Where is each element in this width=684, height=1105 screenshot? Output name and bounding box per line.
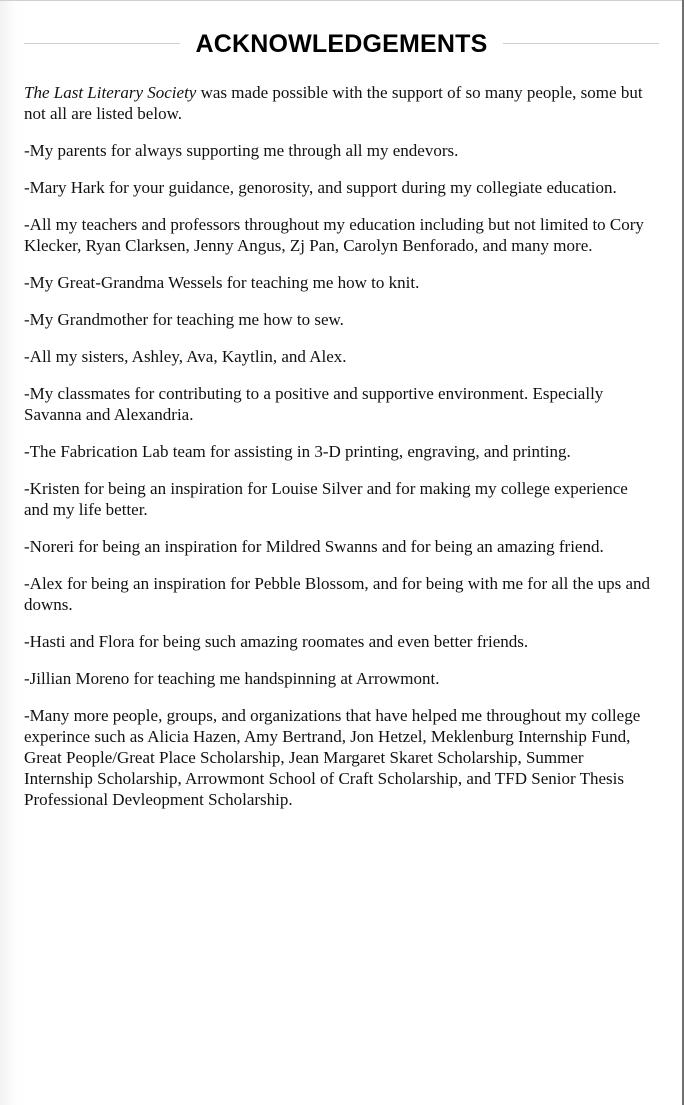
intro-text: was made possible with the support of so many people, some but not all are listed below.	[24, 83, 643, 123]
acknowledgement-item: -Alex for being an inspiration for Pebble Blossom, and for being with me for all the ups and downs.	[24, 574, 651, 614]
acknowledgement-item: -Mary Hark for your guidance, genorosity, and support during my collegiate education.	[24, 178, 617, 197]
page-top-edge	[0, 0, 682, 1]
heading-rule-right	[503, 43, 659, 44]
book-title: The Last Literary Society	[24, 83, 197, 102]
acknowledgement-item: -All my teachers and professors throughout my education including but not limited to Cory Klecker, Ryan Clarksen, Jenny Angus, Zj Pan, Carolyn Benforado, and many more.	[24, 215, 644, 255]
acknowledgements-body	[24, 82, 654, 826]
acknowledgement-item: -My Grandmother for teaching me how to sew.	[24, 310, 344, 329]
acknowledgement-item: -My parents for always supporting me through all my endevors.	[24, 141, 459, 160]
acknowledgement-item: -Noreri for being an inspiration for Mildred Swanns and for being an amazing friend.	[24, 537, 604, 556]
acknowledgement-item: -Many more people, groups, and organizations that have helped me throughout my college experince such as Alicia Hazen, Amy Bertrand, Jon Hetzel, Meklenburg Internship Fund, Great People/Great Place Scholarship, Jean Margaret Skaret Scholarship, Summer Internship Scholarship, Arrowmont School of Craft Scholarship, and TFD Senior Thesis Professional Devleopment Scholarship.	[24, 706, 641, 809]
acknowledgement-item: -My classmates for contributing to a positive and supportive environment. Especially Savanna and Alexandria.	[24, 384, 604, 424]
acknowledgement-item: -Hasti and Flora for being such amazing roomates and even better friends.	[24, 632, 529, 651]
heading-row	[24, 28, 659, 60]
acknowledgement-item: -Jillian Moreno for teaching me handspinning at Arrowmont.	[24, 669, 440, 688]
page-title: ACKNOWLEDGEMENTS	[195, 30, 488, 58]
acknowledgement-item: -My Great-Grandma Wessels for teaching me how to knit.	[24, 273, 420, 292]
acknowledgement-item: -Kristen for being an inspiration for Louise Silver and for making my college experience and my life better.	[24, 479, 628, 519]
acknowledgement-item: -The Fabrication Lab team for assisting in 3-D printing, engraving, and printing.	[24, 442, 571, 461]
intro-paragraph	[24, 82, 654, 124]
acknowledgement-item: -All my sisters, Ashley, Ava, Kaytlin, and Alex.	[24, 347, 347, 366]
